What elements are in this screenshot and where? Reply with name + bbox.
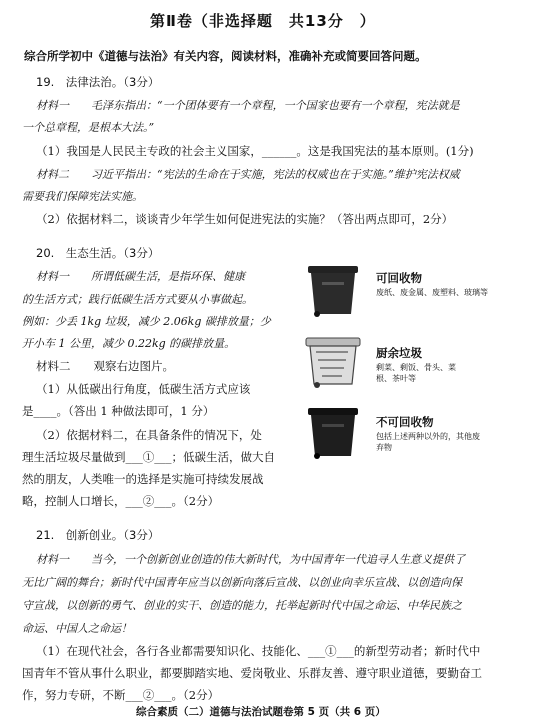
q19-sub2: （2）依据材料二，谈谈青少年学生如何促进宪法的实施？（答出两点即可，2分） <box>36 212 454 226</box>
bin-desc-kitchen: 剩菜、剩饭、骨头、菜根、茶叶等 <box>376 363 456 383</box>
q20-sub2-line3: 然的朋友，人类唯一的选择是实施可持续发展战 <box>22 472 264 486</box>
q19-heading: 19. 法律法治。（3分） <box>36 75 160 89</box>
q20-sub2-line1: （2）依据材料二，在具备条件的情况下，处 <box>36 428 262 442</box>
q21-material1-line2: 无比广阔的舞台；新时代中国青年应当以创新向落后宣战、以创业向幸乐宣战、以创造向保 <box>22 576 462 589</box>
bin-desc-nonrecyclable: 包括上述两种以外的，其他废弃物 <box>376 432 480 452</box>
kitchen-waste-bin-icon <box>302 334 364 390</box>
q19-material1-line1: 材料一 毛泽东指出：“一个团体要有一个章程，一个国家也要有一个章程，宪法就是 <box>36 99 460 112</box>
q20-material2: 材料二 观察右边图片。 <box>36 359 174 373</box>
instruction: 综合所学初中《道德与法治》有关内容，阅读材料，准确补充或简要回答问题。 <box>24 49 427 63</box>
q19-material2-line1: 材料二 习近平指出：“宪法的生命在于实施，宪法的权威也在于实施。”维护宪法权威 <box>36 168 460 181</box>
q21-heading: 21. 创新创业。（3分） <box>36 528 160 542</box>
q19-sub1: （1）我国是人民民主专政的社会主义国家，______。这是我国宪法的基本原则。(1分) <box>36 144 474 158</box>
q21-sub1-line1: （1）在现代社会，各行各业都需要知识化、技能化、___①___的新型劳动者；新时代中 <box>36 644 481 658</box>
bin-label-nonrecyclable: 不可回收物 <box>376 415 434 429</box>
q20-heading: 20. 生态生活。（3分） <box>36 246 160 260</box>
q21-material1-line3: 守宣战，以创新的勇气、创业的实干、创造的能力，托举起新时代中国之命运、中华民族之 <box>22 599 462 612</box>
q21-material1-line1: 材料一 当今，一个创新创业创造的伟大新时代，为中国青年一代追寻人生意义提供了 <box>36 553 465 566</box>
bin-label-recyclable: 可回收物 <box>376 271 422 285</box>
q20-material1-line1: 材料一 所谓低碳生活，是指环保、健康 <box>36 270 245 283</box>
q20-material1-line3: 例如：少丢 1kg 垃圾，减少 2.06kg 碳排放量；少 <box>22 315 271 328</box>
q20-sub2-line4: 略，控制人口增长，___②___。（2分） <box>22 494 220 508</box>
q20-material1-line2: 的生活方式；践行低碳生活方式要从小事做起。 <box>22 293 253 306</box>
q21-sub1-line3: 作，努力专研，不断___②___。（2分） <box>22 688 220 702</box>
page-footer: 综合素质（二）道德与法治试题卷第 5 页（共 6 页） <box>136 706 386 718</box>
q21-sub1-line2: 国青年不管从事什么职业，都要脚踏实地、爱岗敬业、乐群友善、遵守职业道德，要勤奋工 <box>22 666 482 680</box>
section-title: 第Ⅱ卷（非选择题 共13分 ） <box>150 12 376 30</box>
non-recyclable-bin-icon <box>302 404 364 460</box>
recycle-bin-icon <box>302 262 364 318</box>
q19-material2-line2: 需要我们保障宪法实施。 <box>22 190 143 203</box>
q20-material1-line4: 开小车 1 公里，减少 0.22kg 的碳排放量。 <box>22 337 236 350</box>
q20-sub2-line2: 理生活垃圾尽量做到___①___；低碳生活，做大自 <box>22 450 275 464</box>
q20-sub1-line2: 是____。（答出 1 种做法即可，1 分） <box>22 404 215 418</box>
q21-material1-line4: 命运、中国人之命运！ <box>22 622 132 635</box>
bin-desc-recyclable: 废纸、废金属、废塑料、玻璃等 <box>376 288 488 297</box>
q20-sub1-line1: （1）从低碳出行角度，低碳生活方式应该 <box>36 382 251 396</box>
bin-label-kitchen: 厨余垃圾 <box>376 346 422 360</box>
q19-material1-line2: 一个总章程，是根本大法。” <box>22 121 155 134</box>
